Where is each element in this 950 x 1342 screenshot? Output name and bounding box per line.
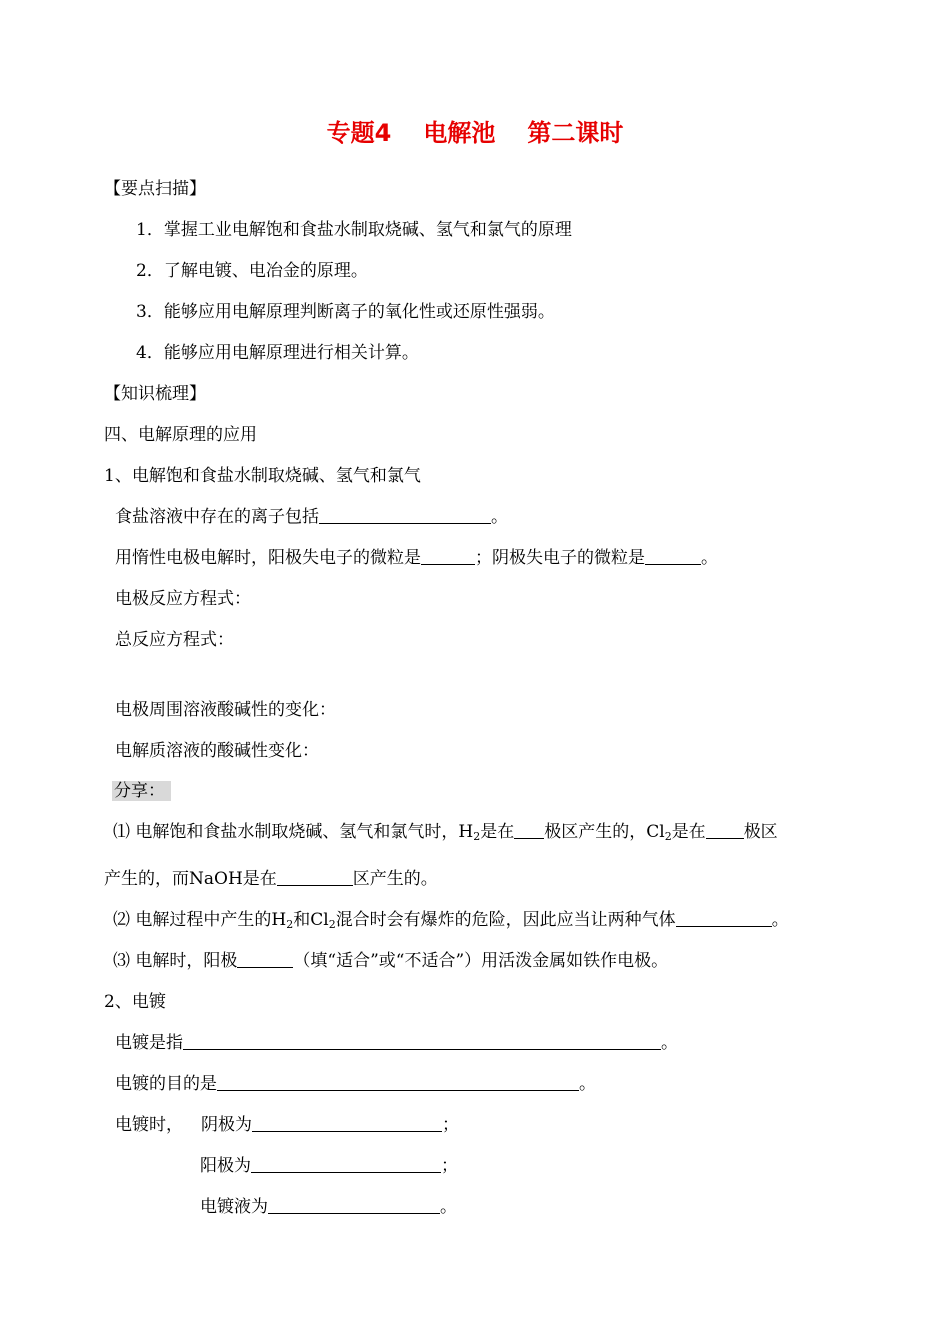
punctuation: 。 [661, 1033, 678, 1053]
heading-applications: 四、电解原理的应用 [104, 425, 257, 445]
definition-label: 电镀是指 [115, 1033, 183, 1053]
cathode-blank[interactable] [645, 546, 701, 565]
ions-label: 食盐溶液中存在的离子包括 [115, 507, 319, 527]
cathode-blank[interactable] [252, 1113, 442, 1132]
electrode-question [115, 546, 718, 570]
q1-blank-h2[interactable] [514, 820, 544, 839]
purpose-blank[interactable] [217, 1072, 579, 1091]
solution-blank[interactable] [268, 1195, 440, 1214]
q2-text: 混合时会有爆炸的危险，因此应当让两种气体 [335, 910, 676, 930]
title-subject: 电解池 [423, 119, 496, 147]
question-2 [113, 908, 789, 932]
cathode-label: 阴极为 [201, 1115, 252, 1135]
ions-blank[interactable] [319, 505, 491, 524]
electroplating-definition [115, 1031, 678, 1055]
q1-text: 产生的，而NaOH是在 [104, 869, 277, 889]
q1-text: 是在 [480, 822, 515, 842]
electroplating-purpose [115, 1072, 596, 1096]
punctuation: ； [441, 1156, 458, 1176]
q1-text: 区产生的。 [352, 869, 438, 889]
ions-question [115, 505, 508, 529]
q1-blank-naoh[interactable] [277, 867, 353, 886]
subscript: 2 [664, 830, 672, 843]
q3-blank[interactable] [237, 949, 293, 968]
question-3 [113, 949, 668, 973]
q3-text: （填“适合”或“不适合”）用活泼金属如铁作电极。 [293, 951, 669, 971]
page-title [0, 118, 950, 148]
when-label: 电镀时， [115, 1115, 183, 1135]
share-text: 分享： [112, 781, 171, 801]
heading-electroplating: 2、电镀 [104, 992, 166, 1012]
solution-label: 电镀液为 [200, 1197, 268, 1217]
anode-label: 阳极为 [200, 1156, 251, 1176]
purpose-label: 电镀的目的是 [115, 1074, 217, 1094]
punctuation: 。 [440, 1197, 457, 1217]
punctuation: 。 [579, 1074, 596, 1094]
cathode-label: ；阴极失电子的微粒是 [475, 548, 645, 568]
point-item: 1．掌握工业电解饱和食盐水制取烧碱、氢气和氯气的原理 [136, 220, 572, 240]
point-item: 2．了解电镀、电冶金的原理。 [136, 261, 368, 281]
anode-blank[interactable] [251, 1154, 441, 1173]
section-key-points: 【要点扫描】 [104, 179, 206, 199]
total-equation-label: 总反应方程式： [115, 630, 234, 650]
question-1-line2 [104, 867, 438, 891]
q1-text: 极区产生的，Cl [544, 822, 665, 842]
point-item: 4．能够应用电解原理进行相关计算。 [136, 343, 419, 363]
q2-text: ⑵ 电解过程中产生的H [113, 910, 287, 930]
heading-brine-electrolysis: 1、电解饱和食盐水制取烧碱、氢气和氯气 [104, 466, 421, 486]
anode-blank[interactable] [421, 546, 475, 565]
electroplating-cathode [115, 1113, 459, 1137]
punctuation: ； [442, 1115, 459, 1135]
q2-text: 和Cl [293, 910, 329, 930]
subscript: 2 [473, 830, 481, 843]
q1-text: ⑴ 电解饱和食盐水制取烧碱、氢气和氯气时，H [113, 822, 474, 842]
subscript: 2 [286, 918, 294, 931]
share-label [112, 779, 171, 803]
punctuation: 。 [491, 507, 508, 527]
q1-blank-cl2[interactable] [706, 820, 744, 839]
q1-text: 是在 [671, 822, 706, 842]
q2-blank[interactable] [676, 908, 772, 927]
punctuation: 。 [701, 548, 718, 568]
definition-blank[interactable] [183, 1031, 661, 1050]
q1-text: 极区 [743, 822, 778, 842]
punctuation: 。 [771, 910, 789, 930]
question-1-line1 [113, 820, 778, 844]
subscript: 2 [328, 918, 336, 931]
electroplating-anode [200, 1154, 458, 1178]
acidity-change-electrolyte: 电解质溶液的酸碱性变化： [115, 741, 319, 761]
q3-text: ⑶ 电解时，阳极 [113, 951, 238, 971]
acidity-change-around: 电极周围溶液酸碱性的变化： [115, 700, 336, 720]
section-knowledge: 【知识梳理】 [104, 384, 206, 404]
anode-label: 用惰性电极电解时，阳极失电子的微粒是 [115, 548, 421, 568]
title-lesson: 第二课时 [527, 119, 624, 147]
electroplating-solution [200, 1195, 457, 1219]
title-topic: 专题4 [326, 119, 392, 147]
point-item: 3．能够应用电解原理判断离子的氧化性或还原性强弱。 [136, 302, 555, 322]
electrode-equation-label: 电极反应方程式： [115, 589, 251, 609]
